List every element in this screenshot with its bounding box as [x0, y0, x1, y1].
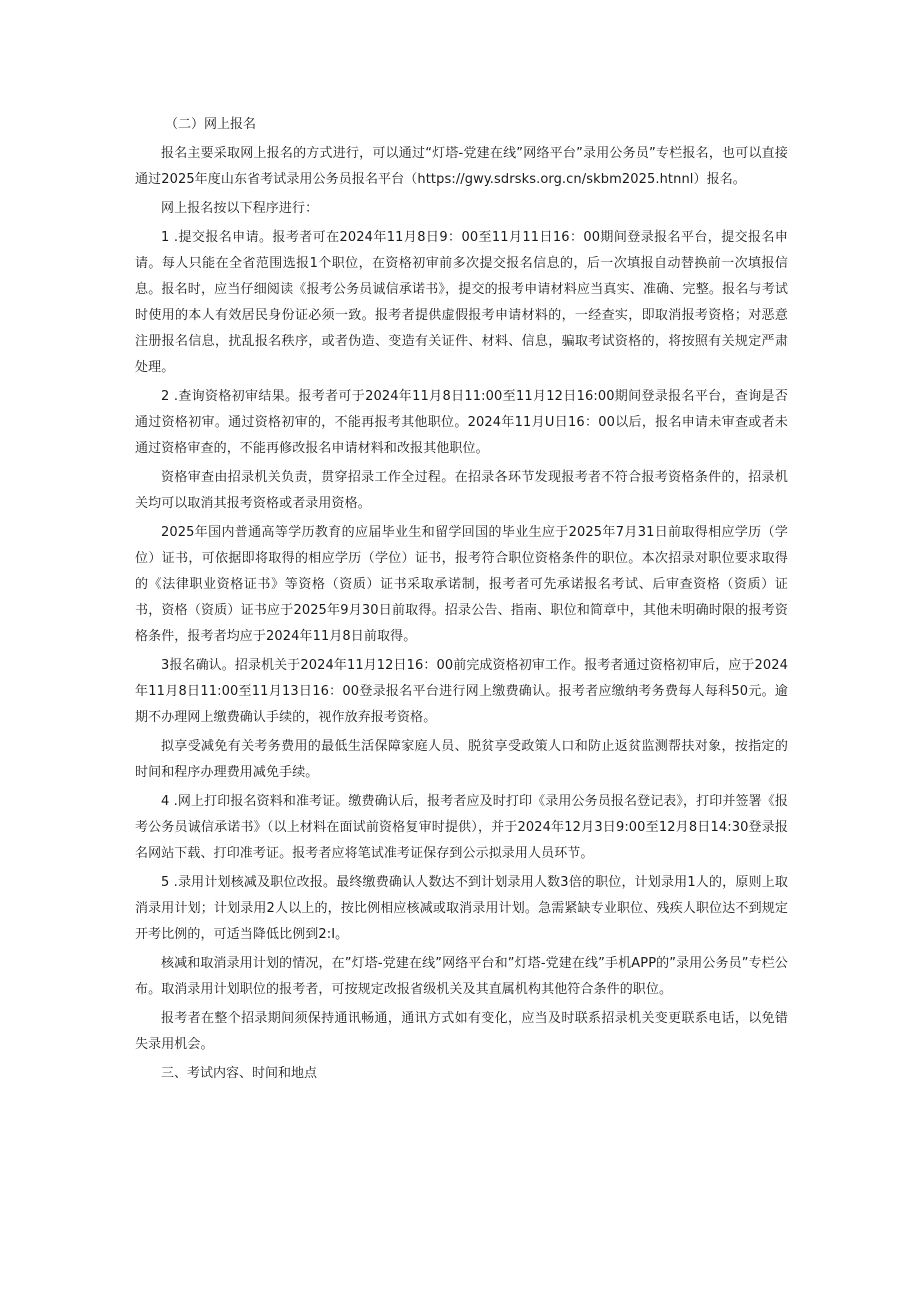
section-heading-exam-content: 三、考试内容、时间和地点	[161, 1066, 318, 1081]
paragraph-step-5-reduction: 5 .录用计划核减及职位改报。最终缴费确认人数达不到计划录用人数3倍的职位，计划录用1人的，原则上取消录用计划；计划录用2人以上的，按比例相应核减或取消录用计划。急需紧缺专业职位、残疾人职位达不到规定开考比例的，可适当降低比例到2:I。	[135, 875, 788, 942]
paragraph-qualification-review: 资格审查由招录机关负责，贯穿招录工作全过程。在招录各环节发现报考者不符合报考资格条件的，招录机关均可以取消其报考资格或者录用资格。	[135, 470, 788, 511]
paragraph-step-1-submit: 1 .提交报名申请。报考者可在2024年11月8日9：00至11月11日16：00期间登录报名平台，提交报名申请。每人只能在全省范围选报1个职位，在资格初审前多次提交报名信息的，后一次填报自动替换前一次填报信息。报名时，应当仔细阅读《报考公务员诚信承诺书》，提交的报考申请材料应当真实、准确、完整。报名与考试时使用的本人有效居民身份证必须一致。报考者提供虚假报考申请材料的，一经查实，即取消报考资格；对恶意注册报名信息，扰乱报名秩序，或者伪造、变造有关证件、材料、信息，骗取考试资格的，将按照有关规定严肃处理。	[135, 230, 788, 375]
paragraph-fee-waiver: 拟享受减免有关考务费用的最低生活保障家庭人员、脱贫享受政策人口和防止返贫监测帮扶对象，按指定的时间和程序办理费用减免手续。	[135, 739, 788, 780]
document-body	[135, 112, 788, 1090]
paragraph-contact-notice: 报考者在整个招录期间须保持通讯畅通，通讯方式如有变化，应当及时联系招录机关变更联系电话，以免错失录用机会。	[135, 1011, 788, 1052]
paragraph-step-3-confirm: 3报名确认。招录机关于2024年11月12日16：00前完成资格初审工作。报考者通过资格初审后，应于2024年11月8日11:00至11月13日16：00登录报名平台进行网上缴费确认。报考者应缴纳考务费每人每科50元。逾期不办理网上缴费确认手续的，视作放弃报考资格。	[135, 658, 789, 725]
paragraph-step-2-query: 2 .查询资格初审结果。报考者可于2024年11月8日11:00至11月12日16:00期间登录报名平台，查询是否通过资格初审。通过资格初审的，不能再报考其他职位。2024年11月U日16：00以后，报名申请未审查或者未通过资格审查的，不能再修改报名申请材料和改报其他职位。	[135, 389, 788, 456]
paragraph-registration-method: 报名主要采取网上报名的方式进行，可以通过“灯塔-党建在线”网络平台”录用公务员”专栏报名，也可以直接通过2025年度山东省考试录用公务员报名平台（https://gwy.sdrsks.org.cn/skbm2025.htnnl）报名。	[135, 146, 788, 187]
paragraph-cancellation-notice: 核减和取消录用计划的情况，在”灯塔-党建在线”网络平台和”灯塔-党建在线”手机APP的”录用公务员”专栏公布。取消录用计划职位的报考者，可按规定改报省级机关及其直属机构其他符合条件的职位。	[135, 956, 788, 997]
paragraph-step-4-print: 4 .网上打印报名资料和准考证。缴费确认后，报考者应及时打印《录用公务员报名登记表》，打印并签署《报考公务员诚信承诺书》（以上材料在面试前资格复审时提供），并于2024年12月3日9:00至12月8日14:30登录报名网站下载、打印准考证。报考者应将笔试准考证保存到公示拟录用人员环节。	[135, 794, 788, 861]
paragraph-procedure-intro: 网上报名按以下程序进行：	[161, 201, 319, 216]
paragraph-graduates: 2025年国内普通高等学历教育的应届毕业生和留学回国的毕业生应于2025年7月31日前取得相应学历（学位）证书，可依据即将取得的相应学历（学位）证书，报考符合职位资格条件的职位。本次招录对职位要求取得的《法律职业资格证书》等资格（资质）证书采取承诺制，报考者可先承诺报名考试、后审查资格（资质）证书，资格（资质）证书应于2025年9月30日前取得。招录公告、指南、职位和简章中，其他未明确时限的报考资格条件，报考者均应于2024年11月8日前取得。	[135, 525, 788, 644]
section-heading-online-registration: （二）网上报名	[165, 117, 257, 132]
